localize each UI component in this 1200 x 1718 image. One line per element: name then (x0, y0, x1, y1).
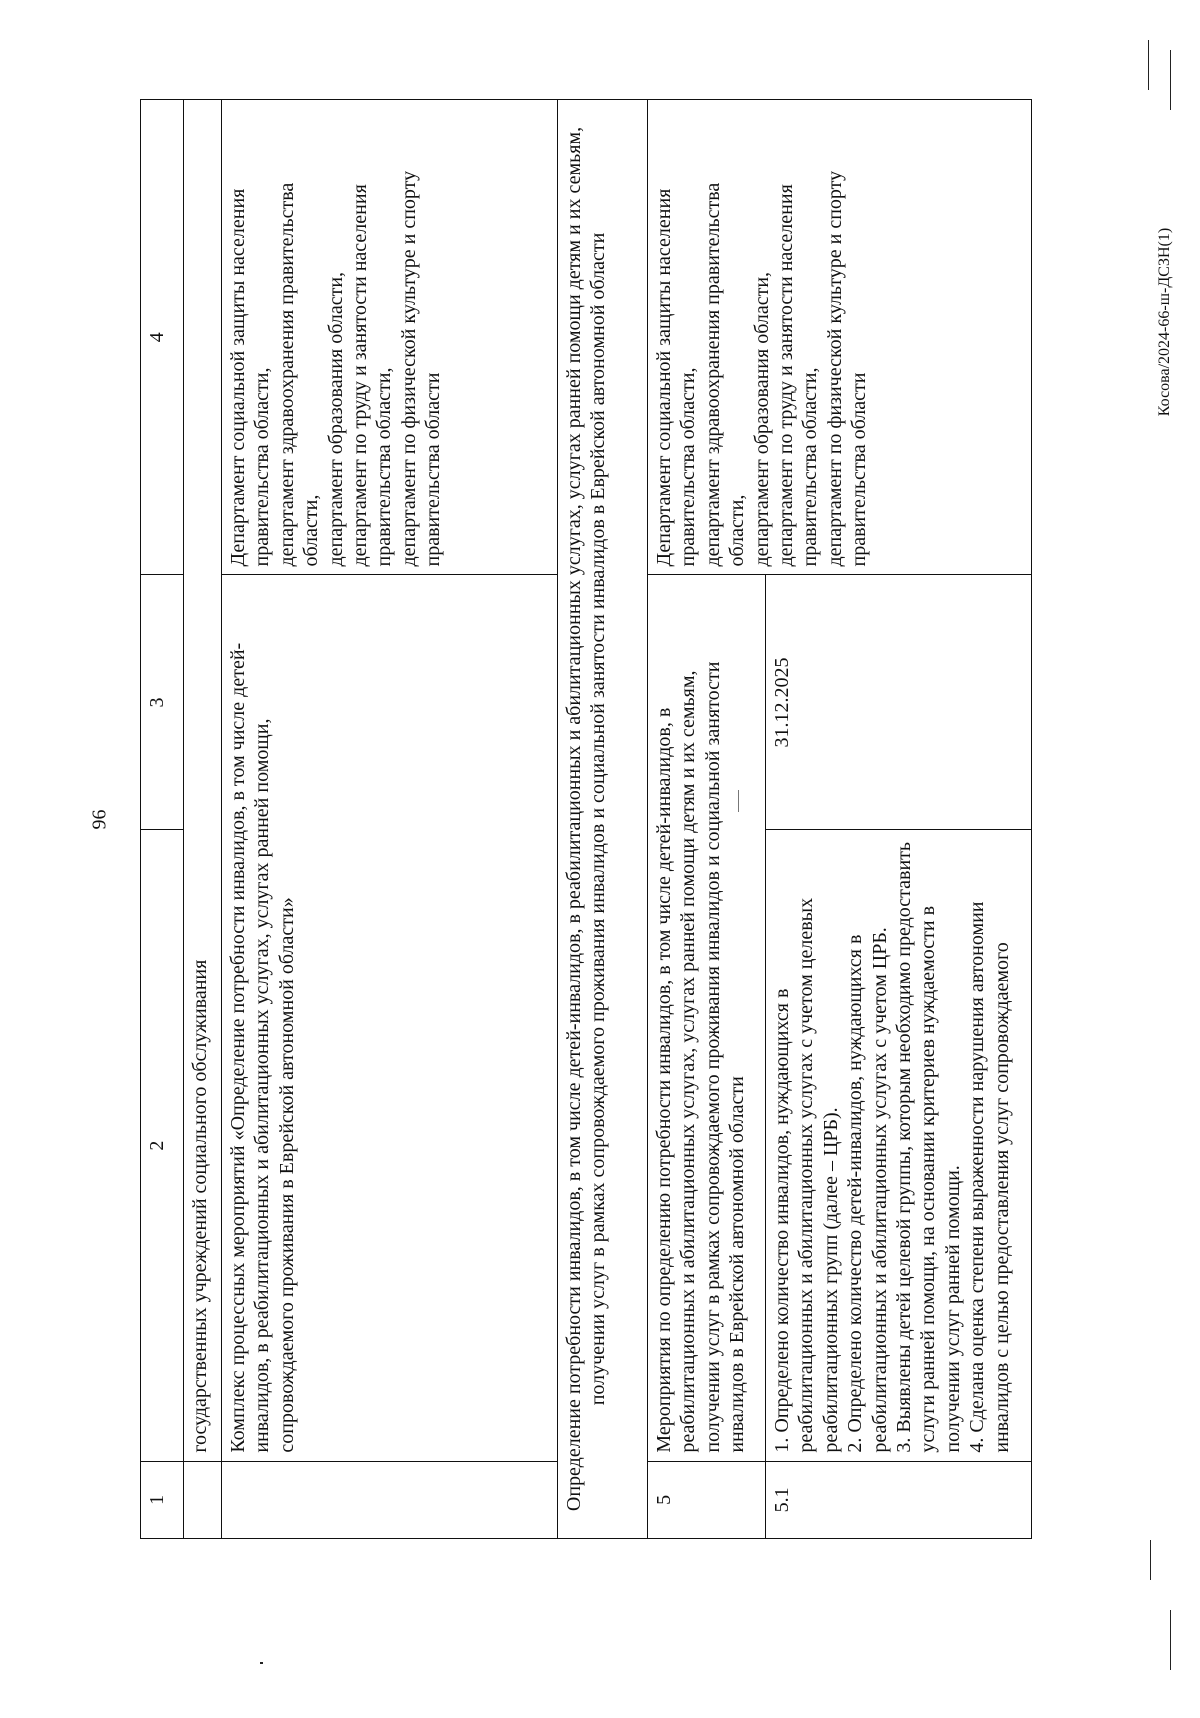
header-cell-4: 4 (141, 100, 184, 576)
table-header-row (141, 100, 184, 1539)
scan-mark (1170, 50, 1171, 110)
row-number: 5 (648, 1461, 766, 1538)
deadline-date: 31.12.2025 (766, 575, 1032, 830)
complex-responsible: Департамент социальной защиты населения правительства области, департамент здравоохранения правительства области, департамент образования области, департамент по труду и занятости населения правительства области, департамент по физической культуре и спорту правительства области (222, 100, 558, 576)
scan-mark (738, 790, 739, 812)
cell-empty (184, 1461, 222, 1538)
complex-title: Комплекс процессных мероприятий «Определение потребности инвалидов, в том числе детей-инвалидов, в реабилитационных и абилитационных услугах, услугах ранней помощи, сопровождаемого проживания в Еврейской автономной области» (222, 575, 558, 1461)
measures-table (140, 99, 1032, 1539)
measure-text: Мероприятия по определению потребности инвалидов, в том числе детей-инвалидов, в реабилитационных и абилитационных услугах, услугах ранней помощи детям и их семьям, получении услуг в рамках сопровождаемого проживания инвалидов и социальной занятости инвалидов в Еврейской автономной области (648, 575, 766, 1461)
row-number: 5.1 (766, 1461, 1032, 1538)
page-number: 96 (88, 809, 111, 830)
table-row-goal (558, 100, 648, 1539)
section-goal: Определение потребности инвалидов, в том числе детей-инвалидов, в реабилитационных и абилитационных услугах, услугах ранней помощи детям и их семьям, получении услуг в рамках сопровождаемого проживания инвалидов и социальной занятости инвалидов в Еврейской автономной области (558, 100, 648, 1539)
result-text: 1. Определено количество инвалидов, нуждающихся в реабилитационных и абилитационных услугах с учетом целевых реабилитационных групп (далее – ЦРБ). 2. Определено количество детей-инвалидов, нуждающихся в реабилитационных и абилитационных услугах с учетом ЦРБ. 3. Выявлены детей целевой группы, которым необходимо предоставить услуги ранней помощи, на основании критериев нуждаемости в получении услуг ранней помощи. 4. Сделана оценка степени выраженности нарушения автономии инвалидов с целью предоставления услуг сопровождаемого (766, 830, 1032, 1461)
header-cell-1: 1 (141, 1461, 184, 1538)
table-row-5 (648, 100, 766, 1539)
header-cell-2: 2 (141, 830, 184, 1461)
measure-responsible: Департамент социальной защиты населения правительства области, департамент здравоохранения правительства области, департамент образования области, департамент по труду и занятости населения правительства области, департамент по физической культуре и спорту правительства области (648, 100, 1032, 576)
table-row-continuation (184, 100, 222, 1539)
footer (1148, 160, 1172, 1660)
rotated-page-content (140, 99, 1050, 1539)
continuation-text: государственных учреждений социального обслуживания (184, 100, 222, 1462)
scan-mark (260, 1662, 263, 1664)
table-row-complex (222, 100, 558, 1539)
scan-mark (1170, 1610, 1171, 1670)
scan-mark (1150, 1540, 1151, 1580)
header-cell-3: 3 (141, 575, 184, 830)
document-code: Косова/2024-66-ш-ДСЗН(1) (1156, 227, 1173, 417)
scan-mark (1148, 40, 1149, 90)
cell-empty (222, 1461, 558, 1538)
